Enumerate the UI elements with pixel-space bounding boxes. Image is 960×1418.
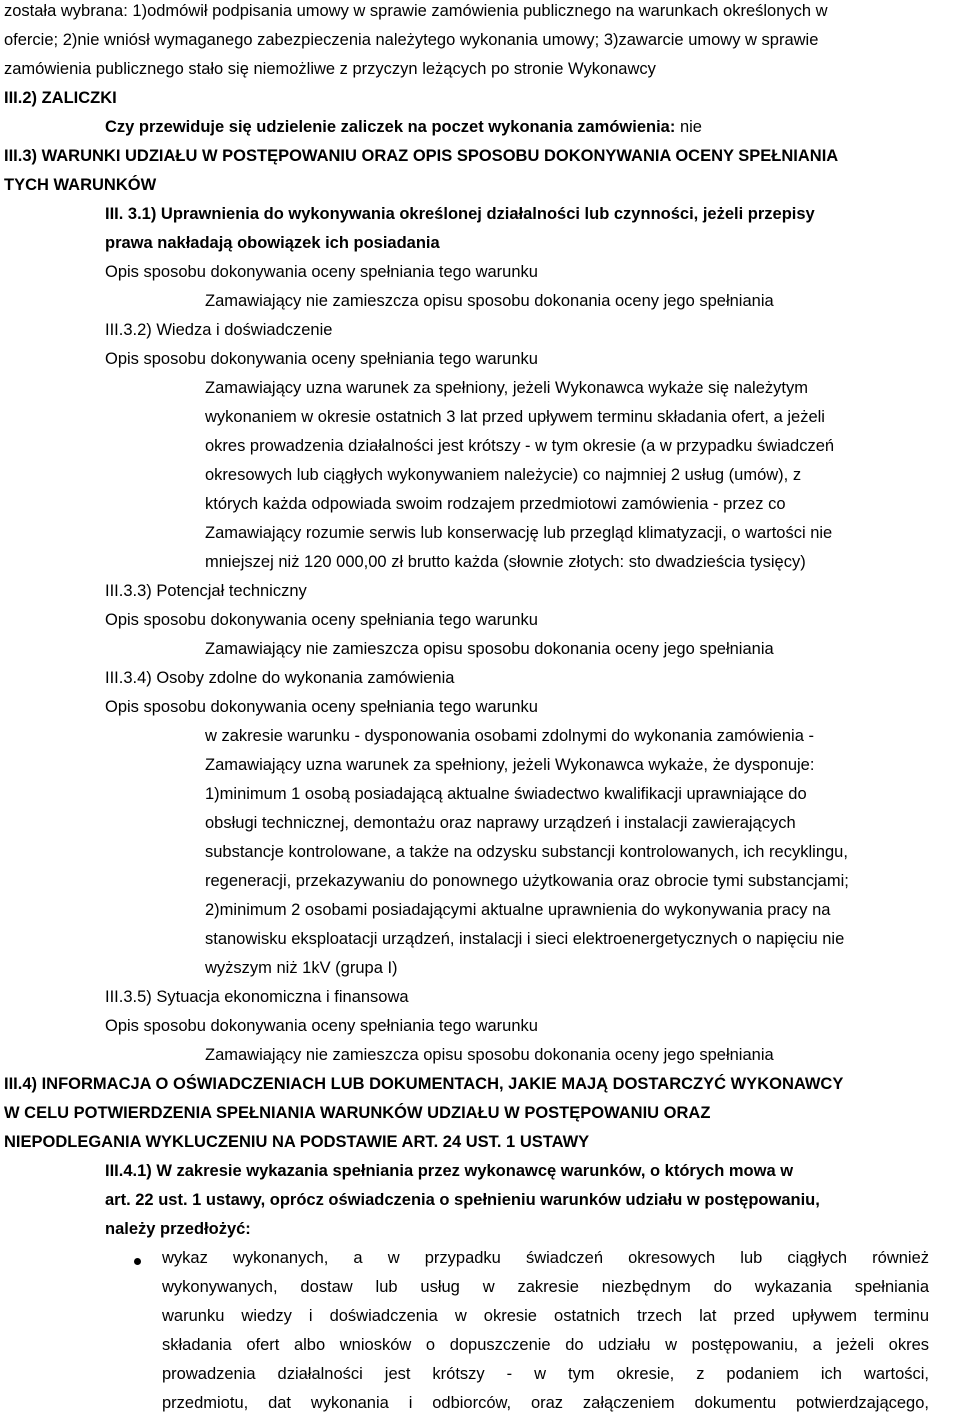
opis-text: wyższym niż 1kV (grupa I): [205, 959, 398, 977]
section-heading-informacja: W CELU POTWIERDZENIA SPEŁNIANIA WARUNKÓW UDZIAŁU W POSTĘPOWANIU ORAZ: [4, 1104, 711, 1122]
opis-label: Opis sposobu dokonywania oceny spełniania tego warunku: [105, 1017, 538, 1035]
subsection-title-wykazanie: należy przedłożyć:: [105, 1220, 251, 1238]
intro-line: została wybrana: 1)odmówił podpisania umowy w sprawie zamówienia publicznego na warunkach określonych w: [4, 2, 828, 20]
opis-text: Zamawiający nie zamieszcza opisu sposobu dokonania oceny jego spełniania: [205, 292, 774, 310]
opis-text: mniejszej niż 120 000,00 zł brutto każda (słownie złotych: sto dwadzieścia tysięcy): [205, 553, 806, 571]
subsection-title-potencjal: III.3.3) Potencjał techniczny: [105, 582, 307, 600]
zaliczki-question-label: Czy przewiduje się udzielenie zaliczek na poczet wykonania zamówienia:: [105, 118, 676, 136]
opis-text: w zakresie warunku - dysponowania osobami zdolnymi do wykonania zamówienia -: [205, 727, 814, 745]
bullet-text: warunku wiedzy i doświadczenia w okresie ostatnich trzech lat przed upływem terminu: [162, 1307, 929, 1325]
opis-text: okres prowadzenia działalności jest krótszy - w tym okresie (a w przypadku świadczeń: [205, 437, 835, 455]
subsection-title-wykazanie: III.4.1) W zakresie wykazania spełniania przez wykonawcę warunków, o których mowa w: [105, 1162, 794, 1180]
subsection-title-wykazanie: art. 22 ust. 1 ustawy, oprócz oświadczenia o spełnieniu warunków udziału w postępowaniu,: [105, 1191, 820, 1209]
zaliczki-answer: nie: [679, 118, 702, 136]
opis-label: Opis sposobu dokonywania oceny spełniania tego warunku: [105, 350, 538, 368]
intro-line: zamówienia publicznego stało się niemożliwe z przyczyn leżących po stronie Wykonawcy: [4, 60, 656, 78]
zaliczki-question: [105, 113, 702, 142]
opis-text: Zamawiający nie zamieszcza opisu sposobu dokonania oceny jego spełniania: [205, 1046, 774, 1064]
opis-text: substancje kontrolowane, a także na odzysku substancji kontrolowanych, ich recyklingu,: [205, 843, 848, 861]
bullet-text: wykonywanych, dostaw lub usług w zakresie niezbędnym do wykazania spełniania: [162, 1278, 929, 1296]
section-heading-warunki: TYCH WARUNKÓW: [4, 176, 157, 194]
opis-text: 2)minimum 2 osobami posiadającymi aktualne uprawnienia do wykonywania pracy na: [205, 901, 831, 919]
section-heading-informacja: III.4) INFORMACJA O OŚWIADCZENIACH LUB DOKUMENTACH, JAKIE MAJĄ DOSTARCZYĆ WYKONAWCY: [4, 1075, 844, 1093]
section-heading-informacja: NIEPODLEGANIA WYKLUCZENIU NA PODSTAWIE ART. 24 UST. 1 USTAWY: [4, 1133, 590, 1151]
subsection-title-sytuacja: III.3.5) Sytuacja ekonomiczna i finansowa: [105, 988, 409, 1006]
subsection-title-uprawnienia: III. 3.1) Uprawnienia do wykonywania określonej działalności lub czynności, jeżeli przepisy: [105, 205, 815, 223]
opis-text: Zamawiający rozumie serwis lub konserwację lub przegląd klimatyzacji, o wartości nie: [205, 524, 833, 542]
opis-text: wykonaniem w okresie ostatnich 3 lat przed upływem terminu składania ofert, a jeżeli: [205, 408, 825, 426]
bullet-text: prowadzenia działalności jest krótszy - w tym okresie, z podaniem ich wartości,: [162, 1365, 929, 1383]
opis-text: obsługi technicznej, demontażu oraz naprawy urządzeń i instalacji zawierających: [205, 814, 796, 832]
subsection-title-wiedza: III.3.2) Wiedza i doświadczenie: [105, 321, 333, 339]
opis-text: stanowisku eksploatacji urządzeń, instalacji i sieci elektroenergetycznych o napięciu nie: [205, 930, 845, 948]
opis-label: Opis sposobu dokonywania oceny spełniania tego warunku: [105, 263, 538, 281]
bullet-text: przedmiotu, dat wykonania i odbiorców, oraz załączeniem dokumentu potwierdzającego,: [162, 1394, 929, 1412]
opis-label: Opis sposobu dokonywania oceny spełniania tego warunku: [105, 611, 538, 629]
opis-text: regeneracji, przekazywaniu do ponownego użytkowania oraz obrocie tymi substancjami;: [205, 872, 849, 890]
subsection-title-osoby: III.3.4) Osoby zdolne do wykonania zamówienia: [105, 669, 455, 687]
opis-label: Opis sposobu dokonywania oceny spełniania tego warunku: [105, 698, 538, 716]
bullet-dot-icon: [134, 1258, 141, 1265]
opis-text: których każda odpowiada swoim rodzajem przedmiotowi zamówienia - przez co: [205, 495, 786, 513]
intro-line: ofercie; 2)nie wniósł wymaganego zabezpieczenia należytego wykonania umowy; 3)zawarcie umowy w sprawie: [4, 31, 819, 49]
subsection-title-uprawnienia: prawa nakładają obowiązek ich posiadania: [105, 234, 440, 252]
bullet-text: składania ofert albo wniosków o dopuszczenie do udziału w postępowaniu, a jeżeli okres: [162, 1336, 929, 1354]
opis-text: 1)minimum 1 osobą posiadającą aktualne świadectwo kwalifikacji uprawniające do: [205, 785, 807, 803]
section-heading-zaliczki: III.2) ZALICZKI: [4, 89, 117, 107]
opis-text: Zamawiający uzna warunek za spełniony, jeżeli Wykonawca wykaże się należytym: [205, 379, 808, 397]
bullet-text: wykaz wykonanych, a w przypadku świadczeń okresowych lub ciągłych również: [162, 1249, 929, 1267]
opis-text: Zamawiający nie zamieszcza opisu sposobu dokonania oceny jego spełniania: [205, 640, 774, 658]
opis-text: okresowych lub ciągłych wykonywaniem należycie) co najmniej 2 usług (umów), z: [205, 466, 802, 484]
opis-text: Zamawiający uzna warunek za spełniony, jeżeli Wykonawca wykaże, że dysponuje:: [205, 756, 815, 774]
section-heading-warunki: III.3) WARUNKI UDZIAŁU W POSTĘPOWANIU ORAZ OPIS SPOSOBU DOKONYWANIA OCENY SPEŁNIANIA: [4, 147, 839, 165]
